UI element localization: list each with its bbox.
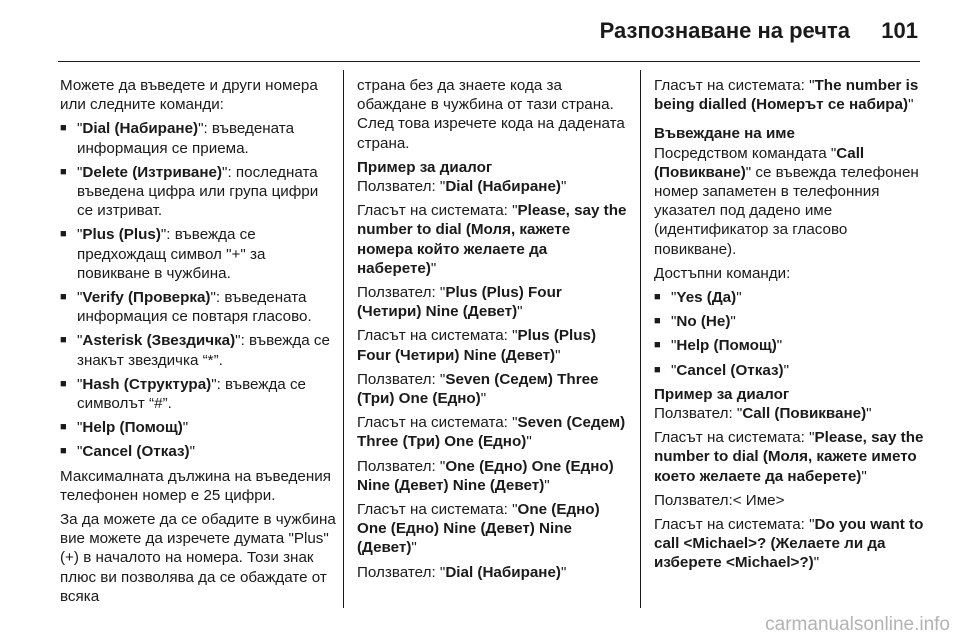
dialog-line: Ползвател: "Plus (Plus) Four (Четири) Nine (Девет)" <box>357 284 562 321</box>
command-desc: : въвежда се знакът звездичка “*”. <box>77 332 330 369</box>
dialog-line: Гласът на системата: "The number is being dialled (Номерът се набира)" <box>654 77 919 114</box>
page-number: 101 <box>881 18 918 43</box>
utterance: Please, say the number to dial (Моля, кажете името което желаете да наберете) <box>654 429 924 485</box>
page-title: Разпознаване на речта <box>599 18 850 43</box>
dialog-heading: Пример за диалог <box>654 385 790 403</box>
dialog-line: Гласът на системата: "One (Едно) One (Едно) Nine (Девет) Nine (Девет)" <box>357 501 600 557</box>
command-item: ■ "Dial (Набиране)": въведената информация се приема. <box>60 119 336 157</box>
available-commands-label: Достъпни команди: <box>654 264 791 282</box>
command-item: ■ "Hash (Структура)": въвежда се символът “#”. <box>60 375 336 413</box>
speaker: Ползвател: <box>654 491 733 509</box>
watermark: carmanualsonline.info <box>765 614 950 635</box>
command-name: Call (Повикване) <box>654 144 865 181</box>
command-item: ■ "Cancel (Отказ)" <box>60 442 336 461</box>
dialog-line: Гласът на системата: "Please, say the number to dial (Моля, кажете номера който желаете да наберете)" <box>357 202 627 277</box>
command-item: ■ "Plus (Plus)": въвежда се предхождащ символ "+" за повикване в чужбина. <box>60 225 336 283</box>
intro-text: Можете да въведете и други номера или следните команди: <box>60 77 318 114</box>
dialog-line: Ползвател: "Dial (Набиране)" <box>357 178 567 196</box>
max-digits-text: Максималната дължина на въведения телефонен номер е 25 цифри. <box>60 467 331 504</box>
command-name: Yes (Да) <box>676 289 737 307</box>
speaker: Ползвател: <box>357 457 440 475</box>
dialog-line: Ползвател: "Dial (Набиране)" <box>357 563 567 581</box>
utterance: Plus (Plus) Four (Четири) Nine (Девет) <box>357 327 597 364</box>
command-item: ■ "Yes (Да)" <box>654 288 924 307</box>
name-text-pre: Посредством командата " <box>654 144 837 162</box>
command-name: Dial (Набиране) <box>82 120 199 138</box>
speaker: Гласът на системата: <box>357 501 513 519</box>
speaker: Гласът на системата: <box>357 414 513 432</box>
command-desc: : въвежда се предхождащ символ "+" за повикване в чужбина. <box>77 226 266 282</box>
dialog-line: Гласът на системата: "Seven (Седем) Three (Три) One (Едно)" <box>357 414 626 451</box>
command-name: Verify (Проверка) <box>82 289 211 307</box>
command-item: ■ "Delete (Изтриване)": последната въведена цифра или група цифри се изтриват. <box>60 163 336 221</box>
dialog-line: Ползвател: "One (Едно) One (Едно) Nine (Девет) Nine (Девет)" <box>357 457 614 494</box>
utterance: Please, say the number to dial (Моля, кажете номера който желаете да наберете) <box>357 202 627 277</box>
command-item: ■ "No (Не)" <box>654 312 924 331</box>
speaker: Ползвател: <box>357 178 440 196</box>
dialog-line: Ползвател: "Seven (Седем) Three (Три) One (Едно)" <box>357 370 599 408</box>
command-item: ■ "Asterisk (Звездичка)": въвежда се знакът звездичка “*”. <box>60 331 336 369</box>
speaker: Гласът на системата: <box>357 327 513 345</box>
command-name: Help (Помощ) <box>676 337 777 355</box>
abroad-text: За да можете да се обадите в чужбина вие можете да изречете думата "Plus" (+) в началото на номера. Този знак плюс ви позволява да се обаждате от всяка <box>60 511 336 605</box>
command-name: Plus (Plus) <box>82 226 161 244</box>
speaker: Ползвател: <box>654 405 737 423</box>
section-heading: Въвеждане на име <box>654 125 795 143</box>
dialog-line: Ползвател: "Call (Повикване)" <box>654 405 872 423</box>
column-3 <box>654 76 924 578</box>
name-text-post: " се въвежда телефонен номер запаметен в телефонния указател под дадено име (идентификатор за гласово повикване). <box>654 163 919 258</box>
command-desc: : последната въведена цифра или група цифри се изтриват. <box>77 163 319 220</box>
speaker: Гласът на системата: <box>654 429 810 447</box>
utterance: The number is being dialled (Номерът се набира) <box>654 77 919 114</box>
utterance: Dial (Набиране) <box>445 563 561 581</box>
speaker: Гласът на системата: <box>654 516 810 534</box>
command-name: No (Не) <box>676 313 731 331</box>
utterance: Do you want to call <Michael>? (Желаете ли да изберете <Michael>?) <box>654 516 924 572</box>
command-name: Delete (Изтриване) <box>82 163 223 181</box>
dialog-heading: Пример за диалог <box>357 158 493 176</box>
utterance: Dial (Набиране) <box>445 178 561 196</box>
command-list <box>60 119 336 461</box>
utterance: Seven (Седем) Three (Три) One (Едно) <box>357 370 599 408</box>
command-item: ■ "Cancel (Отказ)" <box>654 361 924 380</box>
header-rule <box>58 61 920 62</box>
command-desc: : въвежда се символът “#”. <box>77 375 307 413</box>
dialog-line <box>654 491 924 510</box>
command-name: Cancel (Отказ) <box>82 443 190 461</box>
column-2 <box>357 76 627 587</box>
command-name: Asterisk (Звездичка) <box>82 332 236 350</box>
utterance: Call (Повикване) <box>742 405 867 423</box>
utterance: One (Едно) One (Едно) Nine (Девет) Nine (Девет) <box>357 457 614 494</box>
column-1 <box>60 76 336 611</box>
command-list <box>654 288 924 380</box>
command-item: ■ "Help (Помощ)" <box>654 336 924 355</box>
column-divider-1 <box>343 70 344 608</box>
dialog-line: Гласът на системата: "Please, say the number to dial (Моля, кажете името което желаете да наберете)" <box>654 429 924 485</box>
utterance: Seven (Седем) Three (Три) One (Едно) <box>357 414 626 451</box>
command-name: Hash (Структура) <box>82 375 212 393</box>
speaker: Ползвател: <box>357 370 440 388</box>
speaker: Ползвател: <box>357 563 440 581</box>
column-divider-2 <box>640 70 641 608</box>
command-desc: : въведената информация се повтаря гласово. <box>77 289 312 326</box>
continued-text: страна без да знаете кода за обаждане в чужбина от тази страна. След това изречете кода на дадената страна. <box>357 77 625 152</box>
name-description <box>654 144 924 259</box>
dialog-line: Гласът на системата: "Do you want to call <Michael>? (Желаете ли да изберете <Michael>?)" <box>654 516 924 572</box>
speaker: Гласът на системата: <box>654 77 810 94</box>
command-item: ■ "Verify (Проверка)": въведената информация се повтаря гласово. <box>60 288 336 326</box>
page-header <box>0 0 960 62</box>
command-desc: : въведената информация се приема. <box>77 120 295 157</box>
speaker: Ползвател: <box>357 284 440 302</box>
command-name: Help (Помощ) <box>82 419 183 437</box>
dialog-line: Гласът на системата: "Plus (Plus) Four (Четири) Nine (Девет)" <box>357 327 597 364</box>
command-item: ■ "Help (Помощ)" <box>60 418 336 437</box>
utterance: < Име> <box>732 491 785 509</box>
utterance: Plus (Plus) Four (Четири) Nine (Девет) <box>357 284 562 321</box>
speaker: Гласът на системата: <box>357 202 513 220</box>
utterance: One (Едно) One (Едно) Nine (Девет) Nine (Девет) <box>357 501 600 557</box>
command-name: Cancel (Отказ) <box>676 361 784 379</box>
